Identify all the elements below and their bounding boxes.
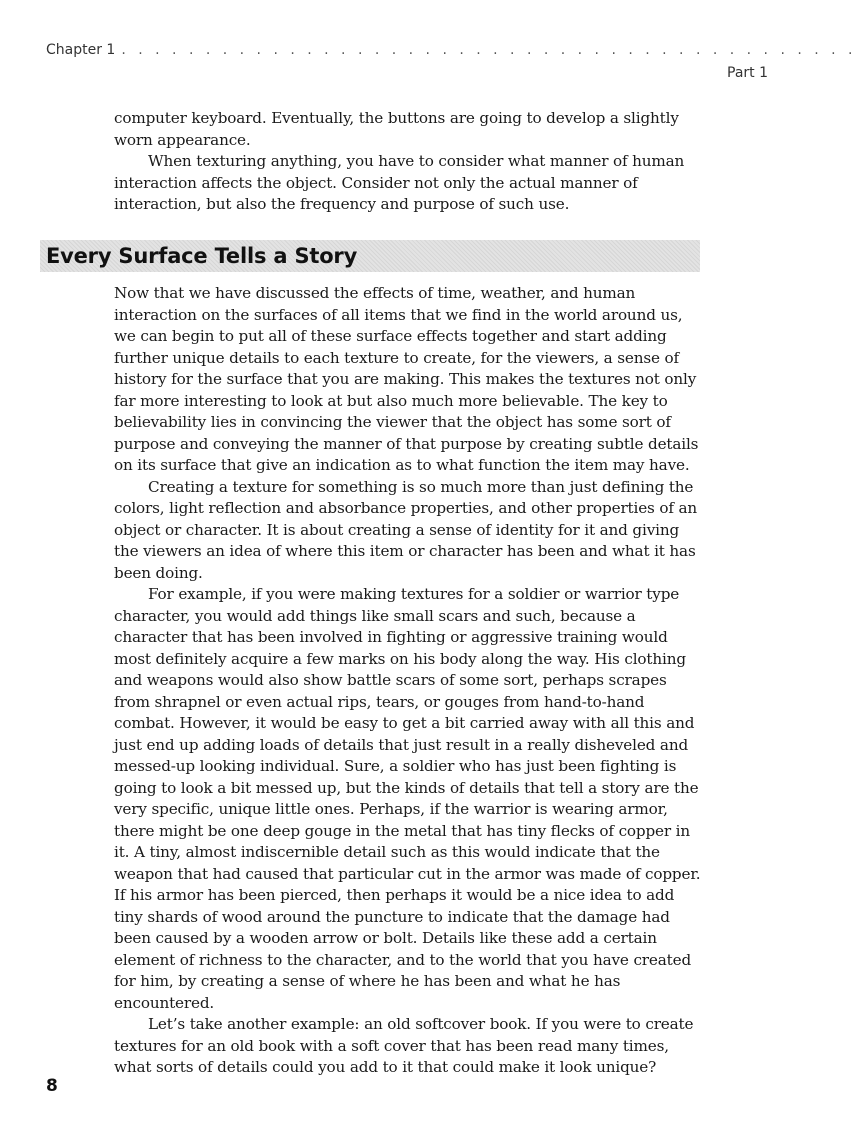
page-number: 8 xyxy=(46,1076,58,1096)
part-label: Part 1 xyxy=(727,65,768,81)
section-paragraph-4: Let’s take another example: an old softcover book. If you were to create textures for an old book with a soft cover that has been read many times, what sorts of details could you add to it that could make it look unique? xyxy=(114,1015,694,1076)
section-paragraph-3: For example, if you were making textures for a soldier or warrior type character, you would add things like small scars and such, because a character that has been involved in fighting or aggressive training would most definitely acquire a few marks on his body along the way. His clothing and weapons would also show battle scars of some sort, perhaps scrapes from shrapnel or even actual rips, tears, or gouges from hand-to-hand combat. However, it would be easy to get a bit carried away with all this and just end up adding loads of details that just result in a really disheveled and messed-up looking individual. Sure, a soldier who has just been fighting is going to look a bit messed up, but the kinds of details that tell a story are the very specific, unique little ones. Perhaps, if the warrior is wearing armor, there might be one deep gouge in the metal that has tiny flecks of copper in it. A tiny, almost indiscernible detail such as this would indicate that the weapon that had caused that particular cut in the armor was made of copper. If his armor has been pierced, then perhaps it would be a nice idea to add tiny shards of wood around the puncture to indicate that the damage had been caused by a wooden arrow or bolt. Details like these add a certain element of richness to the character, and to the world that you have created for him, by creating a sense of where he has been and what he has encountered. xyxy=(114,585,701,1012)
chapter-label: Chapter 1 xyxy=(46,42,116,58)
intro-text xyxy=(114,108,706,216)
section-heading: Every Surface Tells a Story xyxy=(40,240,700,272)
section-paragraph-2: Creating a texture for something is so much more than just defining the colors, light reflection and absorbance properties, and other properties of an object or character. It is about creating a sense of identity for it and giving the viewers an idea of where this item or character has been and what it has been doing. xyxy=(114,477,698,582)
running-head xyxy=(46,42,857,62)
intro-paragraph-1: computer keyboard. Eventually, the buttons are going to develop a slightly worn appearance. xyxy=(114,109,679,149)
section-body xyxy=(114,283,706,1079)
leader-dots: . . . . . . . . . . . . . . . . . . . . . . . . . . . . . . . . . . . . . . . . . . . . xyxy=(121,42,857,58)
intro-paragraph-2: When texturing anything, you have to consider what manner of human interaction affects the object. Consider not only the actual manner of interaction, but also the frequency and purpose of such use. xyxy=(114,152,685,213)
section-paragraph-1: Now that we have discussed the effects of time, weather, and human interaction on the surfaces of all items that we find in the world around us, we can begin to put all of these surface effects together and start adding further unique details to each texture to create, for the viewers, a sense of history for the surface that you are making. This makes the textures not only far more interesting to look at but also much more believable. The key to believability lies in convincing the viewer that the object has some sort of purpose and conveying the manner of that purpose by creating subtle details on its surface that give an indication as to what function the item may have. xyxy=(114,284,699,474)
